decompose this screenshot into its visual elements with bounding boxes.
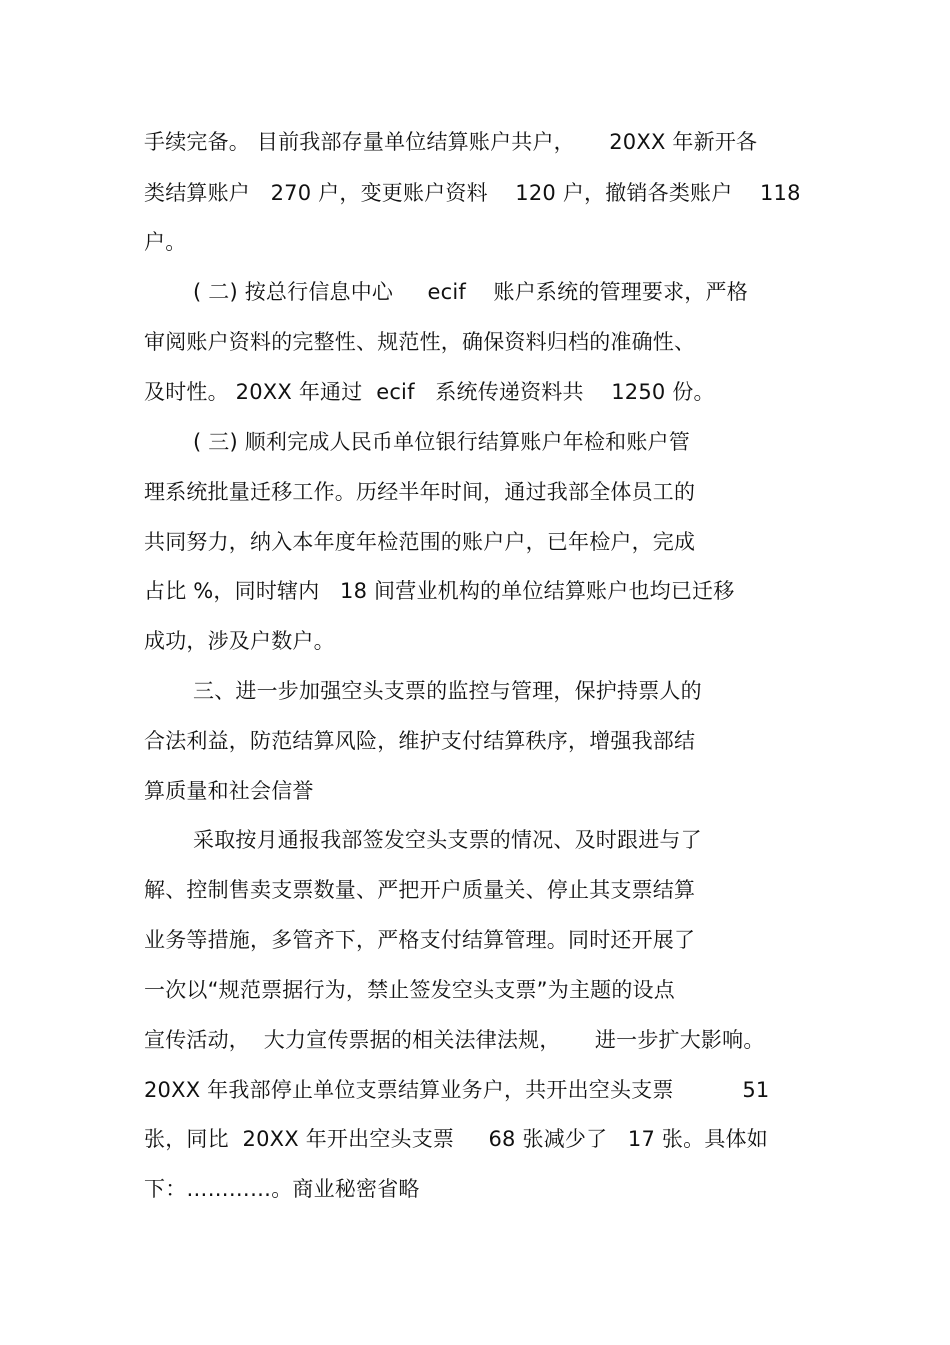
text-line: 解、控制售卖支票数量、严把开户质量关、停止其支票结算	[144, 878, 696, 902]
text-line: 宣传活动， 大力宣传票据的相关法律法规， 进一步扩大影响。	[144, 1028, 765, 1052]
text-line: 张，同比 20XX 年开出空头支票 68 张减少了 17 张。具体如	[144, 1127, 768, 1151]
text-line: ( 三) 顺利完成人民币单位银行结算账户年检和账户管	[193, 430, 690, 454]
text-line: 理系统批量迁移工作。历经半年时间，通过我部全体员工的	[144, 480, 696, 504]
section-heading-line: 三、进一步加强空头支票的监控与管理，保护持票人的	[193, 679, 702, 703]
text-line: 20XX 年我部停止单位支票结算业务户，共开出空头支票 51	[144, 1078, 770, 1102]
section-heading-line: 合法利益，防范结算风险，维护支付结算秩序，增强我部结	[144, 729, 696, 753]
text-line: 类结算账户 270 户，变更账户资料 120 户，撤销各类账户 118	[144, 181, 801, 205]
text-line: 采取按月通报我部签发空头支票的情况、及时跟进与了	[193, 828, 702, 852]
text-line: 及时性。 20XX 年通过 ecif 系统传递资料共 1250 份。	[144, 380, 715, 404]
text-line: 业务等措施，多管齐下，严格支付结算管理。同时还开展了	[144, 928, 696, 952]
text-line: 审阅账户资料的完整性、规范性，确保资料归档的准确性、	[144, 330, 696, 354]
text-line: 下：…………。商业秘密省略	[144, 1177, 420, 1201]
text-line: ( 二) 按总行信息中心 ecif 账户系统的管理要求，严格	[193, 280, 748, 304]
text-line: 占比 %，同时辖内 18 间营业机构的单位结算账户也均已迁移	[144, 579, 735, 603]
text-line: 一次以“规范票据行为，禁止签发空头支票”为主题的设点	[144, 978, 675, 1002]
text-line: 成功，涉及户数户。	[144, 629, 335, 653]
text-line: 手续完备。 目前我部存量单位结算账户共户， 20XX 年新开各	[144, 130, 758, 154]
text-line: 共同努力，纳入本年度年检范围的账户户，已年检户，完成	[144, 530, 696, 554]
text-line: 户。	[144, 230, 187, 254]
section-heading-line: 算质量和社会信誉	[144, 779, 314, 803]
